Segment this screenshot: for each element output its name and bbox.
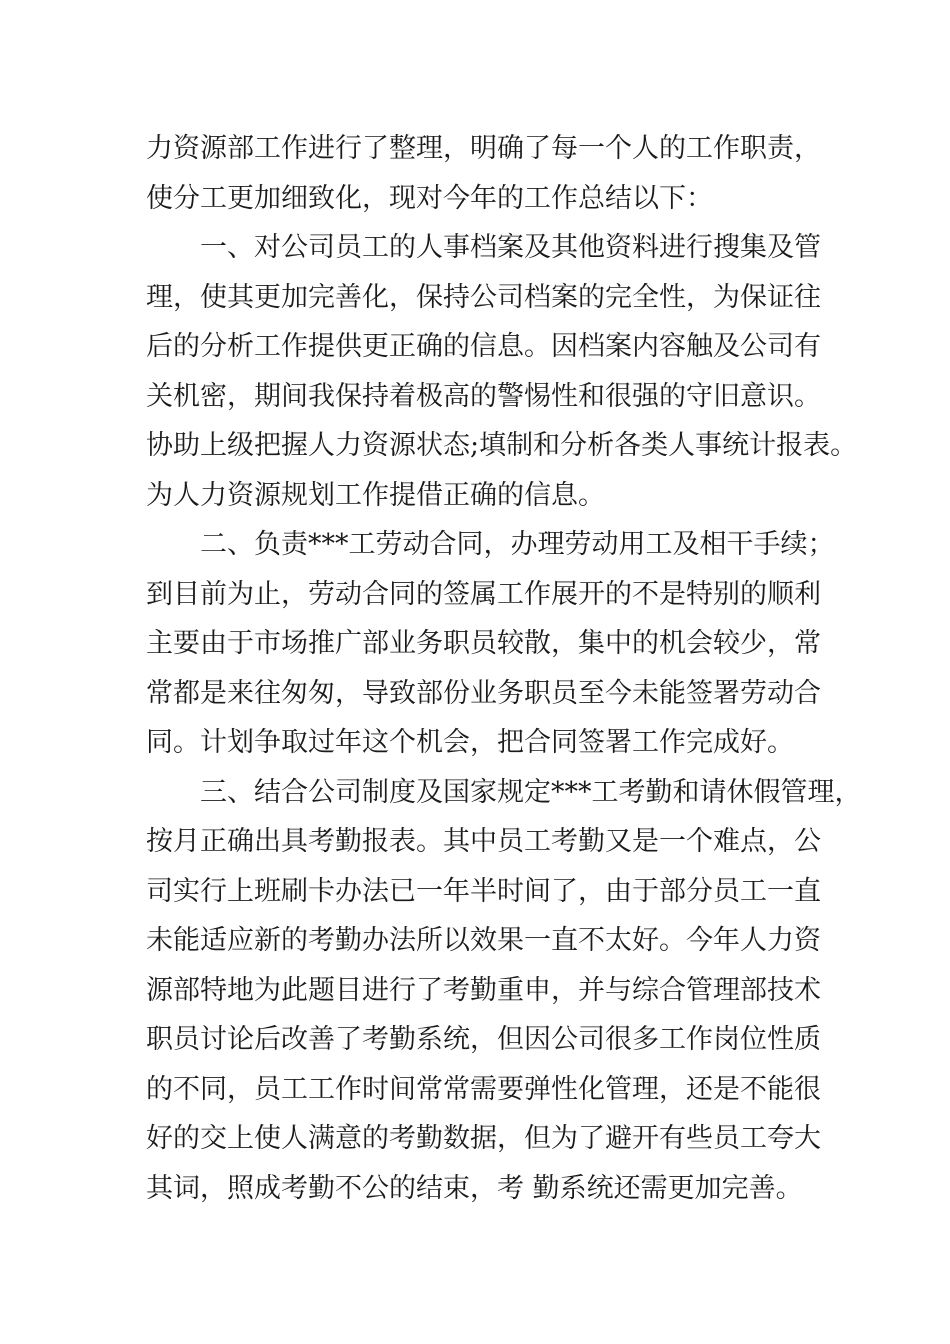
- text-line: 力资源部工作进行了整理，明确了每一个人的工作职责，: [146, 133, 821, 164]
- text-line: 关机密，期间我保持着极高的警惕性和很强的守旧意识。: [146, 380, 821, 412]
- text-line: 职员讨论后改善了考勤系统，但因公司很多工作岗位性质: [146, 1024, 821, 1055]
- text-line: 为人力资源规划工作提借正确的信息。: [146, 479, 605, 511]
- text-line: 到目前为止，劳动合同的签属工作展开的不是特别的顺利: [146, 578, 821, 610]
- document-body: [146, 124, 862, 1213]
- text-line: 常都是来往匆匆，导致部份业务职员至今未能签署劳动合: [146, 677, 821, 709]
- text-line: 使分工更加细致化，现对今年的工作总结以下：: [146, 182, 713, 214]
- text-line: 其词，照成考勤不公的结束，考 勤系统还需更加完善。: [146, 1172, 803, 1204]
- text-line: 后的分析工作提供更正确的信息。因档案内容触及公司有: [146, 331, 821, 362]
- text-line: 司实行上班刷卡办法已一年半时间了，由于部分员工一直: [146, 875, 821, 907]
- text-line: 按月正确出具考勤报表。其中员工考勤又是一个难点，公: [146, 826, 821, 857]
- text-line: 一、对公司员工的人事档案及其他资料进行搜集及管: [200, 232, 821, 263]
- text-line: 未能适应新的考勤办法所以效果一直不太好。今年人力资: [146, 925, 821, 956]
- text-line: 三、结合公司制度及国家规定***工考勤和请休假管理，: [200, 776, 862, 808]
- text-line: 协助上级把握人力资源状态;填制和分析各类人事统计报表。: [146, 430, 858, 461]
- text-line: 源部特地为此题目进行了考勤重申，并与综合管理部技术: [146, 974, 821, 1006]
- text-line: 二、负责***工劳动合同，办理劳动用工及相干手续；: [200, 529, 835, 560]
- text-line: 的不同，员工工作时间常常需要弹性化管理，还是不能很: [146, 1073, 821, 1105]
- text-line: 好的交上使人满意的考勤数据，但为了避开有些员工夸大: [146, 1123, 821, 1154]
- text-line: 同。计划争取过年这个机会，把合同签署工作完成好。: [146, 727, 794, 758]
- text-line: 理，使其更加完善化，保持公司档案的完全性，为保证往: [146, 281, 821, 313]
- text-line: 主要由于市场推广部业务职员较散，集中的机会较少，常: [146, 628, 821, 659]
